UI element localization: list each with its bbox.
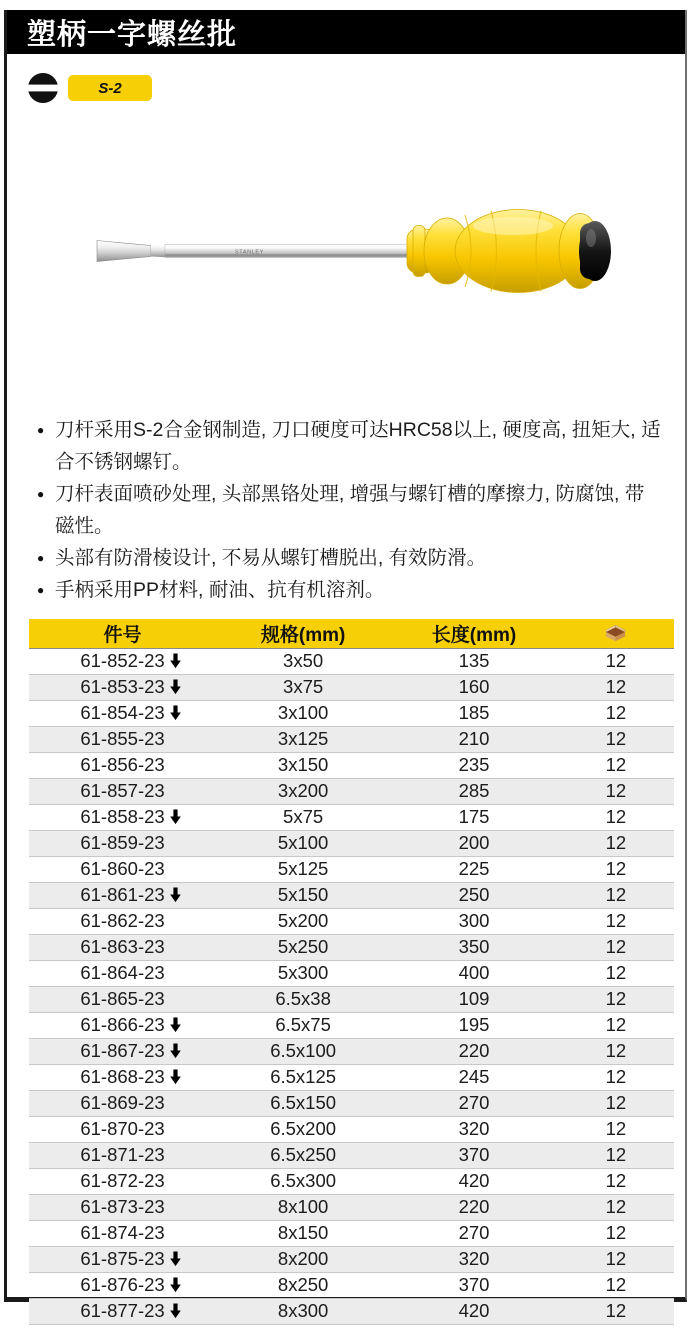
table-row [29,1116,674,1142]
part-number-cell [29,1012,216,1038]
qty-cell: 12 [558,804,674,830]
length-cell: 420 [390,1298,558,1324]
part-number: 61-862-23 [80,910,165,931]
length-cell: 285 [390,778,558,804]
tip-material-badge: S-2 [68,75,152,101]
qty-cell: 12 [558,752,674,778]
table-row [29,986,674,1012]
part-number: 61-861-23 [80,884,165,905]
badges-row [27,72,685,104]
qty-cell: 12 [558,830,674,856]
col-header-length: 长度(mm) [390,619,558,648]
part-number-cell [29,882,216,908]
table-row [29,1142,674,1168]
bullet-icon: ● [37,487,45,501]
qty-cell: 12 [558,1168,674,1194]
part-number: 61-855-23 [80,728,165,749]
spec-cell: 3x100 [216,700,390,726]
part-number-cell [29,1220,216,1246]
part-number-cell [29,856,216,882]
spec-cell: 3x75 [216,674,390,700]
length-cell: 420 [390,1168,558,1194]
part-number: 61-868-23 [80,1066,165,1087]
feature-text: 刀杆表面喷砂处理, 头部黑铬处理, 增强与螺钉槽的摩擦力, 防腐蚀, 带磁性。 [55,483,645,537]
length-cell: 235 [390,752,558,778]
table-row [29,882,674,908]
col-header-spec: 规格(mm) [216,619,390,648]
spec-cell: 6.5x250 [216,1142,390,1168]
length-cell: 300 [390,908,558,934]
spec-cell: 6.5x75 [216,1012,390,1038]
down-arrow-icon [170,810,181,825]
down-arrow-icon [170,1304,181,1319]
qty-cell: 12 [558,674,674,700]
spec-cell: 6.5x150 [216,1090,390,1116]
feature-item [37,542,663,574]
part-number: 61-870-23 [80,1118,165,1139]
table-row [29,804,674,830]
length-cell: 320 [390,1116,558,1142]
length-cell: 135 [390,648,558,674]
page-title-bar [7,10,685,54]
length-cell: 195 [390,1012,558,1038]
catalog-page [4,10,687,1321]
length-cell: 175 [390,804,558,830]
part-number-cell [29,778,216,804]
part-number: 61-877-23 [80,1300,165,1321]
qty-cell: 12 [558,1012,674,1038]
qty-cell: 12 [558,1142,674,1168]
table-row [29,908,674,934]
part-number: 61-856-23 [80,754,165,775]
table-row [29,856,674,882]
spec-cell: 3x125 [216,726,390,752]
spec-cell: 3x50 [216,648,390,674]
qty-cell: 12 [558,1116,674,1142]
part-number-cell [29,1194,216,1220]
part-number-cell [29,1272,216,1298]
spec-cell: 6.5x300 [216,1168,390,1194]
qty-cell: 12 [558,856,674,882]
qty-cell: 12 [558,882,674,908]
down-arrow-icon [170,1018,181,1033]
table-row [29,726,674,752]
spec-cell: 6.5x125 [216,1064,390,1090]
qty-cell: 12 [558,648,674,674]
spec-cell: 5x75 [216,804,390,830]
part-number: 61-871-23 [80,1144,165,1165]
spec-cell: 8x300 [216,1298,390,1324]
feature-text: 刀杆采用S-2合金钢制造, 刀口硬度可达HRC58以上, 硬度高, 扭矩大, 适合不锈钢螺钉。 [55,419,661,473]
table-row [29,1090,674,1116]
part-number-cell [29,1298,216,1324]
bullet-icon: ● [37,423,45,437]
table-row [29,778,674,804]
qty-cell: 12 [558,726,674,752]
length-cell: 220 [390,1194,558,1220]
feature-text: 手柄采用PP材料, 耐油、抗有机溶剂。 [55,579,385,601]
spec-cell: 5x150 [216,882,390,908]
length-cell: 350 [390,934,558,960]
part-number: 61-860-23 [80,858,165,879]
down-arrow-icon [170,1070,181,1085]
spec-cell: 6.5x200 [216,1116,390,1142]
qty-cell: 12 [558,700,674,726]
length-cell: 225 [390,856,558,882]
qty-cell: 12 [558,908,674,934]
qty-cell: 12 [558,934,674,960]
screwdriver-image [93,196,613,302]
part-number: 61-869-23 [80,1092,165,1113]
down-arrow-icon [170,888,181,903]
spec-cell: 8x250 [216,1272,390,1298]
table-row [29,1220,674,1246]
length-cell: 185 [390,700,558,726]
part-number-cell [29,830,216,856]
qty-cell: 12 [558,986,674,1012]
part-number-cell [29,700,216,726]
down-arrow-icon [170,1252,181,1267]
length-cell: 210 [390,726,558,752]
length-cell: 245 [390,1064,558,1090]
part-number: 61-857-23 [80,780,165,801]
spec-cell: 6.5x100 [216,1038,390,1064]
length-cell: 220 [390,1038,558,1064]
table-row [29,752,674,778]
part-number: 61-859-23 [80,832,165,853]
part-number-cell [29,908,216,934]
part-number-cell [29,726,216,752]
spec-table [29,619,674,1325]
feature-text: 头部有防滑棱设计, 不易从螺钉槽脱出, 有效防滑。 [55,547,487,569]
feature-item [37,414,663,478]
spec-cell: 5x300 [216,960,390,986]
length-cell: 400 [390,960,558,986]
table-row [29,1064,674,1090]
product-image [93,196,685,302]
part-number: 61-876-23 [80,1274,165,1295]
spec-table-header-row [29,619,674,648]
spec-cell: 6.5x38 [216,986,390,1012]
part-number: 61-852-23 [80,650,165,671]
length-cell: 160 [390,674,558,700]
spec-cell: 5x200 [216,908,390,934]
table-row [29,934,674,960]
table-row [29,1272,674,1298]
spec-cell: 8x150 [216,1220,390,1246]
part-number: 61-874-23 [80,1222,165,1243]
feature-item [37,574,663,606]
table-row [29,830,674,856]
qty-cell: 12 [558,1220,674,1246]
part-number-cell [29,1116,216,1142]
part-number: 61-873-23 [80,1196,165,1217]
part-number-cell [29,1168,216,1194]
part-number: 61-867-23 [80,1040,165,1061]
part-number-cell [29,752,216,778]
down-arrow-icon [170,1044,181,1059]
part-number: 61-853-23 [80,676,165,697]
part-number: 61-872-23 [80,1170,165,1191]
length-cell: 270 [390,1220,558,1246]
part-number: 61-864-23 [80,962,165,983]
spec-cell: 5x125 [216,856,390,882]
table-row [29,1194,674,1220]
bullet-icon: ● [37,551,45,565]
length-cell: 109 [390,986,558,1012]
qty-cell: 12 [558,1272,674,1298]
part-number-cell [29,1064,216,1090]
feature-list [37,414,663,606]
col-header-pack-qty [558,619,674,648]
table-row [29,1012,674,1038]
part-number-cell [29,960,216,986]
table-row [29,1038,674,1064]
table-row [29,1298,674,1324]
down-arrow-icon [170,1278,181,1293]
page-title: 塑柄一字螺丝批 [27,18,238,51]
length-cell: 250 [390,882,558,908]
part-number: 61-863-23 [80,936,165,957]
col-header-part-number: 件号 [29,619,216,648]
part-number: 61-858-23 [80,806,165,827]
part-number: 61-865-23 [80,988,165,1009]
qty-cell: 12 [558,778,674,804]
spec-cell: 3x200 [216,778,390,804]
slotted-head-icon [27,72,59,104]
spec-cell: 8x200 [216,1246,390,1272]
qty-cell: 12 [558,1038,674,1064]
spec-cell: 3x150 [216,752,390,778]
down-arrow-icon [170,680,181,695]
carton-box-icon [604,624,627,642]
down-arrow-icon [170,654,181,669]
table-row [29,1168,674,1194]
part-number: 61-875-23 [80,1248,165,1269]
feature-item [37,478,663,542]
length-cell: 370 [390,1142,558,1168]
length-cell: 370 [390,1272,558,1298]
part-number-cell [29,1142,216,1168]
qty-cell: 12 [558,960,674,986]
part-number-cell [29,674,216,700]
table-row [29,960,674,986]
part-number-cell [29,1038,216,1064]
part-number-cell [29,1246,216,1272]
spec-cell: 8x100 [216,1194,390,1220]
part-number-cell [29,648,216,674]
length-cell: 270 [390,1090,558,1116]
qty-cell: 12 [558,1246,674,1272]
table-row [29,648,674,674]
part-number-cell [29,986,216,1012]
part-number: 61-866-23 [80,1014,165,1035]
qty-cell: 12 [558,1064,674,1090]
spec-cell: 5x100 [216,830,390,856]
table-row [29,1246,674,1272]
qty-cell: 12 [558,1298,674,1324]
qty-cell: 12 [558,1194,674,1220]
qty-cell: 12 [558,1090,674,1116]
shaft-brand-text: STANLEY [235,249,264,256]
length-cell: 200 [390,830,558,856]
part-number-cell [29,804,216,830]
length-cell: 320 [390,1246,558,1272]
bullet-icon: ● [37,583,45,597]
part-number-cell [29,934,216,960]
table-row [29,674,674,700]
part-number-cell [29,1090,216,1116]
down-arrow-icon [170,706,181,721]
table-row [29,700,674,726]
spec-cell: 5x250 [216,934,390,960]
part-number: 61-854-23 [80,702,165,723]
